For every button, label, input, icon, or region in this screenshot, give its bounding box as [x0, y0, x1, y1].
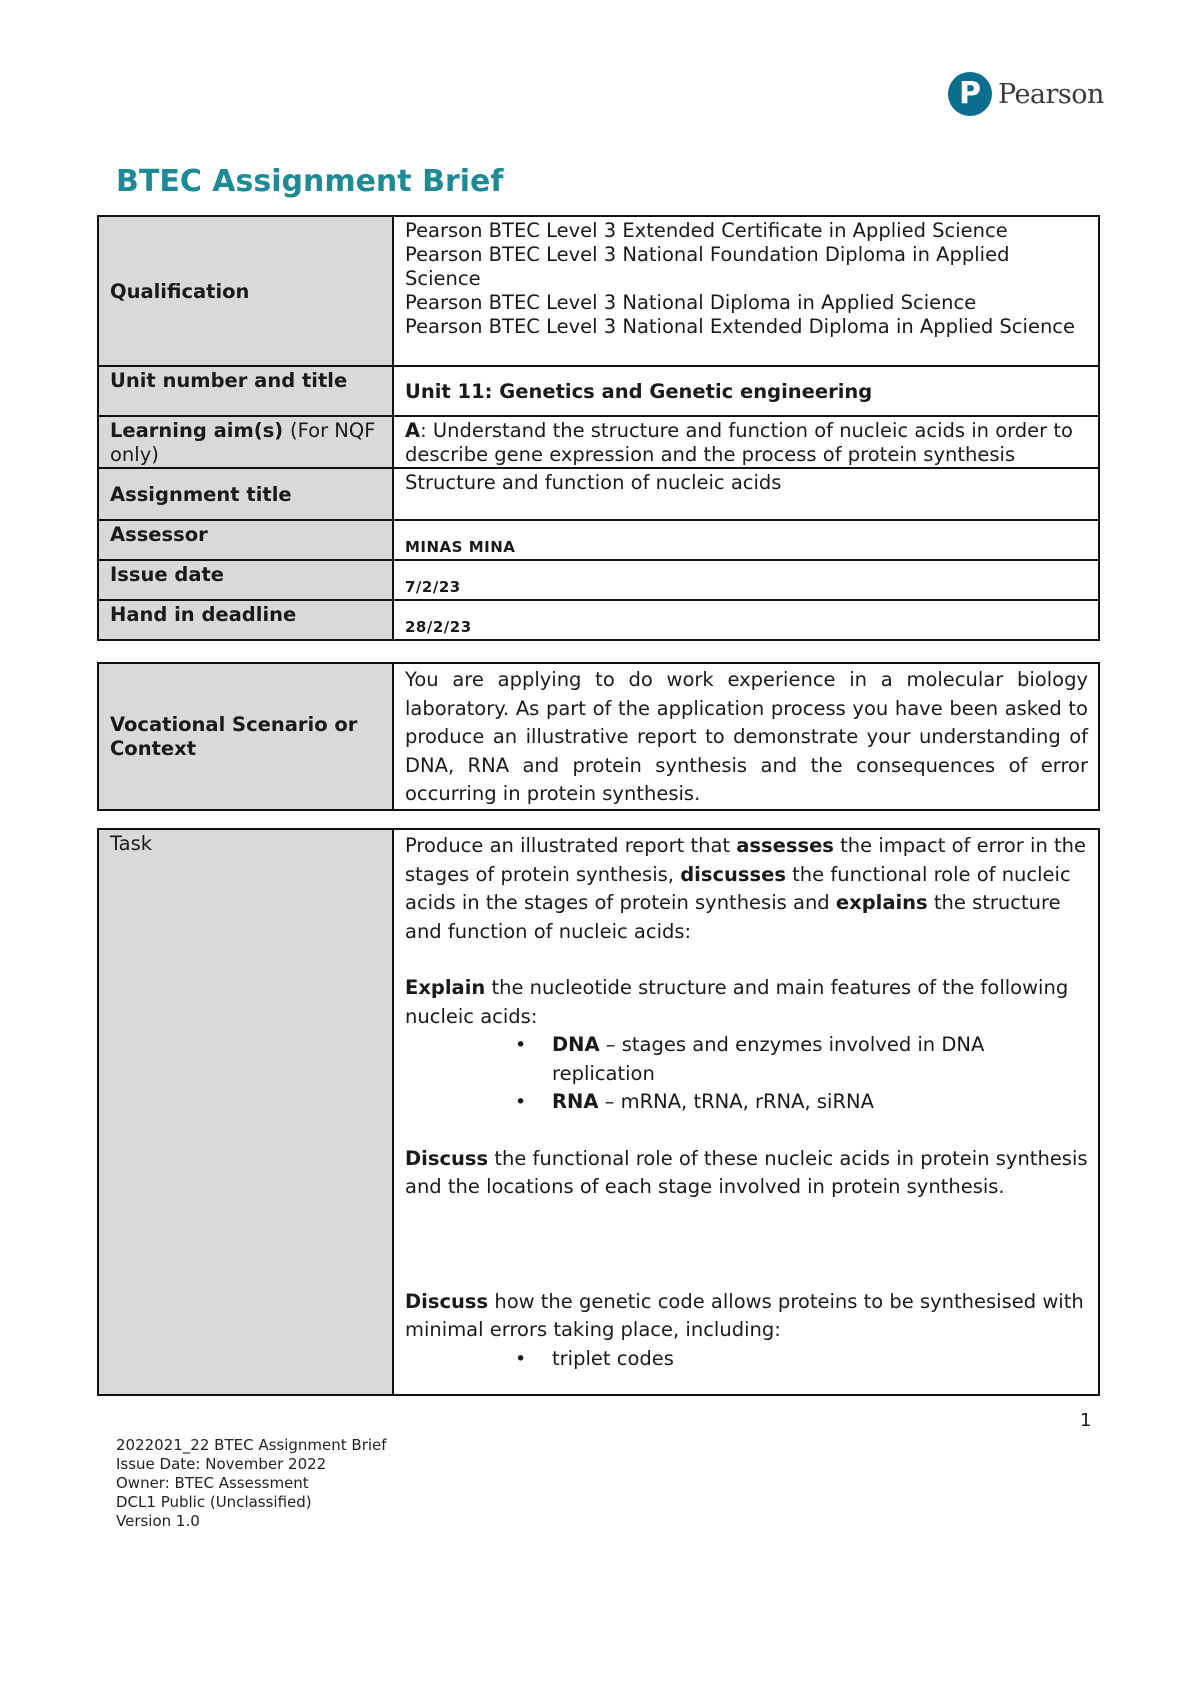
task-intro-part: the structure and function of nucleic acids:	[405, 891, 1061, 943]
learning-aim-label-text: Learning aim(s)	[110, 419, 284, 442]
unit-label: Unit number and title	[98, 366, 393, 416]
issue-date-label: Issue date	[98, 560, 393, 600]
task-discuss-verb: Discuss	[405, 1289, 489, 1313]
footer	[116, 1436, 387, 1531]
task-table	[97, 828, 1100, 1396]
task-intro-part: Produce an illustrated report that	[405, 834, 737, 857]
task-content	[393, 829, 1099, 1395]
footer-line: DCL1 Public (Unclassified)	[116, 1493, 312, 1511]
qualification-line: Pearson BTEC Level 3 National Foundation Diploma in Applied Science	[405, 243, 1010, 290]
task-intro-verb: assesses	[736, 834, 834, 857]
qualification-line: Pearson BTEC Level 3 Extended Certificate in Applied Science	[405, 219, 1008, 242]
page-number: 1	[1080, 1410, 1092, 1431]
task-explain-verb: Explain	[405, 976, 486, 999]
logo-wordmark: Pearson	[998, 78, 1104, 110]
task-discuss-text: the functional role of these nucleic acids in protein synthesis and the locations of each stage involved in protein synthesis.	[405, 1146, 1088, 1198]
task-explain-text: the nucleotide structure and main features of the following nucleic acids:	[405, 976, 1069, 1028]
task-discuss-verb: Discuss	[405, 1146, 489, 1170]
footer-line: Issue Date: November 2022	[116, 1455, 327, 1473]
list-item-text: – stages and enzymes involved in DNA replication	[552, 1033, 985, 1085]
task-bullet-list	[405, 1031, 1088, 1117]
qualification-label: Qualification	[98, 216, 393, 366]
assessor-value	[393, 520, 1099, 560]
qualification-line: Pearson BTEC Level 3 National Diploma in Applied Science	[405, 291, 977, 314]
scenario-table	[97, 662, 1100, 811]
unit-value: Unit 11: Genetics and Genetic engineering	[393, 366, 1099, 416]
learning-aim-label	[98, 416, 393, 468]
learning-aim-text: : Understand the structure and function of nucleic acids in order to describe gene expression and the process of protein synthesis	[405, 419, 1073, 466]
task-bullet-list-2	[405, 1345, 1088, 1374]
issue-date-value	[393, 560, 1099, 600]
list-item-term: DNA	[552, 1033, 600, 1056]
task-intro	[405, 832, 1088, 946]
task-explain	[405, 974, 1088, 1031]
assignment-title-value: Structure and function of nucleic acids	[393, 468, 1099, 520]
list-item-text: – mRNA, tRNA, rRNA, siRNA	[598, 1090, 874, 1113]
scenario-text: You are applying to do work experience in a molecular biology laboratory. As part of the application process you have been asked to produce an illustrative report to demonstrate your understanding of DNA, RNA and protein synthesis and the consequences of error occurring in protein synthesis.	[393, 663, 1099, 810]
qualification-value	[393, 216, 1099, 366]
footer-line: Owner: BTEC Assessment	[116, 1474, 309, 1492]
deadline-label: Hand in deadline	[98, 600, 393, 640]
assessor-label: Assessor	[98, 520, 393, 560]
footer-line: 2022021_22 BTEC Assignment Brief	[116, 1436, 387, 1454]
list-item-term: RNA	[552, 1090, 599, 1113]
task-label: Task	[98, 829, 393, 1395]
pearson-logo	[948, 72, 1104, 116]
footer-line: Version 1.0	[116, 1512, 200, 1530]
logo-mark-letter: P	[959, 76, 981, 111]
list-item	[405, 1088, 1088, 1117]
task-discuss-text: how the genetic code allows proteins to be synthesised with minimal errors taking place, including:	[405, 1289, 1084, 1341]
assignment-title-label: Assignment title	[98, 468, 393, 520]
deadline-value	[393, 600, 1099, 640]
pearson-logo-icon	[948, 72, 992, 116]
learning-aim-letter: A	[405, 419, 421, 442]
info-table	[97, 215, 1100, 641]
page-title: BTEC Assignment Brief	[116, 164, 504, 199]
assessor-name: MINAS MINA	[405, 538, 516, 556]
learning-aim-note: (For NQF only)	[110, 419, 376, 466]
scenario-label: Vocational Scenario or Context	[98, 663, 393, 810]
task-intro-part: the functional role of nucleic acids in the stages of protein synthesis and	[405, 862, 1071, 914]
learning-aim-value	[393, 416, 1099, 468]
task-discuss-1	[405, 1145, 1088, 1202]
task-discuss-2	[405, 1288, 1088, 1345]
deadline-text: 28/2/23	[405, 618, 472, 636]
task-intro-verb: explains	[835, 891, 928, 914]
task-intro-verb: discusses	[680, 862, 786, 886]
list-item	[405, 1031, 1088, 1088]
list-item: • triplet codes	[405, 1345, 1088, 1374]
issue-date-text: 7/2/23	[405, 578, 461, 596]
task-intro-part: the impact of error in the stages of protein synthesis,	[405, 834, 1087, 886]
qualification-line: Pearson BTEC Level 3 National Extended Diploma in Applied Science	[405, 315, 1076, 338]
